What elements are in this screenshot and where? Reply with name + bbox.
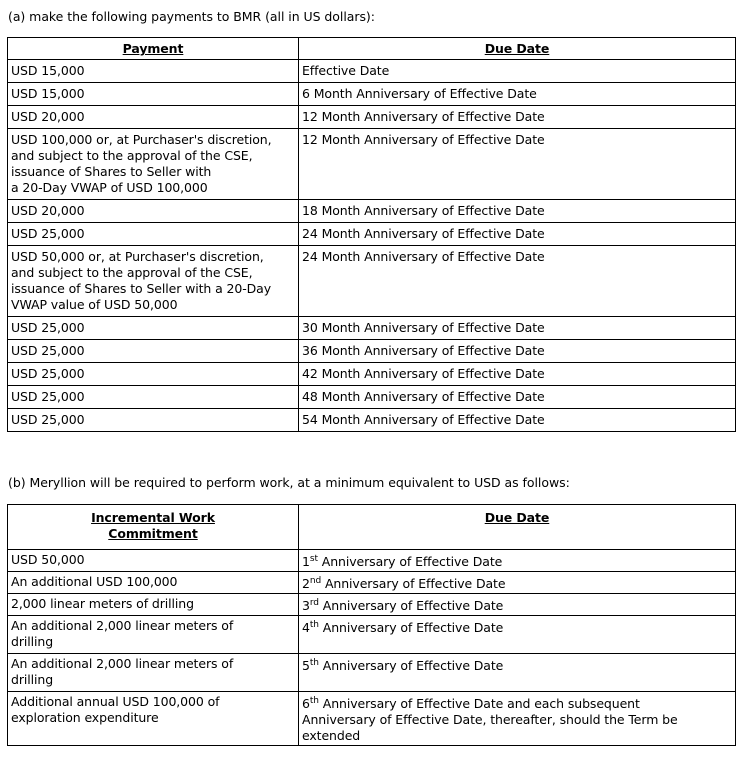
- commitment-row: [8, 616, 736, 654]
- payment-cell: USD 50,000 or, at Purchaser's discretion, and subject to the approval of the CSE, issuance of Shares to Seller with a 20-Day VWAP value of USD 50,000: [8, 246, 299, 317]
- commitment-row: [8, 594, 736, 616]
- due-date-column-header: Due Date: [299, 505, 736, 550]
- payment-row: [8, 386, 736, 409]
- commitment-column-header: Incremental Work Commitment: [8, 505, 299, 550]
- work-commitment-table: [7, 504, 736, 746]
- due-date-cell: 6 Month Anniversary of Effective Date: [299, 83, 736, 106]
- payment-cell: USD 25,000: [8, 340, 299, 363]
- commitment-row: [8, 572, 736, 594]
- work-commitment-intro-text: (b) Meryllion will be required to perform work, at a minimum equivalent to USD as follows:: [8, 475, 570, 490]
- due-date-column-header: Due Date: [299, 38, 736, 60]
- payment-cell: USD 25,000: [8, 409, 299, 432]
- payment-row: [8, 129, 736, 200]
- payment-row: [8, 317, 736, 340]
- commitment-row: [8, 550, 736, 572]
- payment-cell: USD 20,000: [8, 106, 299, 129]
- due-date-cell: 48 Month Anniversary of Effective Date: [299, 386, 736, 409]
- due-date-cell: 5th Anniversary of Effective Date: [299, 654, 736, 692]
- payment-row: [8, 106, 736, 129]
- commitment-row: [8, 692, 736, 746]
- payments-table: [7, 37, 736, 432]
- commitment-cell: USD 50,000: [8, 550, 299, 572]
- payment-column-header: Payment: [8, 38, 299, 60]
- due-date-cell: 12 Month Anniversary of Effective Date: [299, 106, 736, 129]
- payment-row: [8, 363, 736, 386]
- commitment-cell: Additional annual USD 100,000 of exploration expenditure: [8, 692, 299, 746]
- due-date-cell: 24 Month Anniversary of Effective Date: [299, 246, 736, 317]
- due-date-cell: 4th Anniversary of Effective Date: [299, 616, 736, 654]
- due-date-cell: 3rd Anniversary of Effective Date: [299, 594, 736, 616]
- payment-row: [8, 409, 736, 432]
- commitment-cell: An additional 2,000 linear meters of drilling: [8, 654, 299, 692]
- payment-row: [8, 200, 736, 223]
- due-date-cell: Effective Date: [299, 60, 736, 83]
- payment-row: [8, 223, 736, 246]
- payment-cell: USD 15,000: [8, 83, 299, 106]
- payment-row: [8, 246, 736, 317]
- due-date-cell: 24 Month Anniversary of Effective Date: [299, 223, 736, 246]
- payment-cell: USD 25,000: [8, 223, 299, 246]
- due-date-cell: 54 Month Anniversary of Effective Date: [299, 409, 736, 432]
- payment-row: [8, 83, 736, 106]
- payment-cell: USD 100,000 or, at Purchaser's discretion, and subject to the approval of the CSE, issuance of Shares to Seller with a 20-Day VWAP of USD 100,000: [8, 129, 299, 200]
- commitment-cell: An additional USD 100,000: [8, 572, 299, 594]
- due-date-cell: 1st Anniversary of Effective Date: [299, 550, 736, 572]
- due-date-cell: 6th Anniversary of Effective Date and each subsequent Anniversary of Effective Date, thereafter, should the Term be extended: [299, 692, 736, 746]
- commitment-cell: An additional 2,000 linear meters of drilling: [8, 616, 299, 654]
- payment-row: [8, 340, 736, 363]
- due-date-cell: 30 Month Anniversary of Effective Date: [299, 317, 736, 340]
- payment-cell: USD 20,000: [8, 200, 299, 223]
- work-commitment-header-row: [8, 505, 736, 550]
- payment-row: [8, 60, 736, 83]
- payment-cell: USD 15,000: [8, 60, 299, 83]
- commitment-cell: 2,000 linear meters of drilling: [8, 594, 299, 616]
- payments-intro-text: (a) make the following payments to BMR (all in US dollars):: [8, 9, 375, 24]
- payment-cell: USD 25,000: [8, 386, 299, 409]
- payment-cell: USD 25,000: [8, 317, 299, 340]
- due-date-cell: 18 Month Anniversary of Effective Date: [299, 200, 736, 223]
- payment-cell: USD 25,000: [8, 363, 299, 386]
- due-date-cell: 12 Month Anniversary of Effective Date: [299, 129, 736, 200]
- due-date-cell: 2nd Anniversary of Effective Date: [299, 572, 736, 594]
- due-date-cell: 42 Month Anniversary of Effective Date: [299, 363, 736, 386]
- payments-header-row: [8, 38, 736, 60]
- due-date-cell: 36 Month Anniversary of Effective Date: [299, 340, 736, 363]
- commitment-row: [8, 654, 736, 692]
